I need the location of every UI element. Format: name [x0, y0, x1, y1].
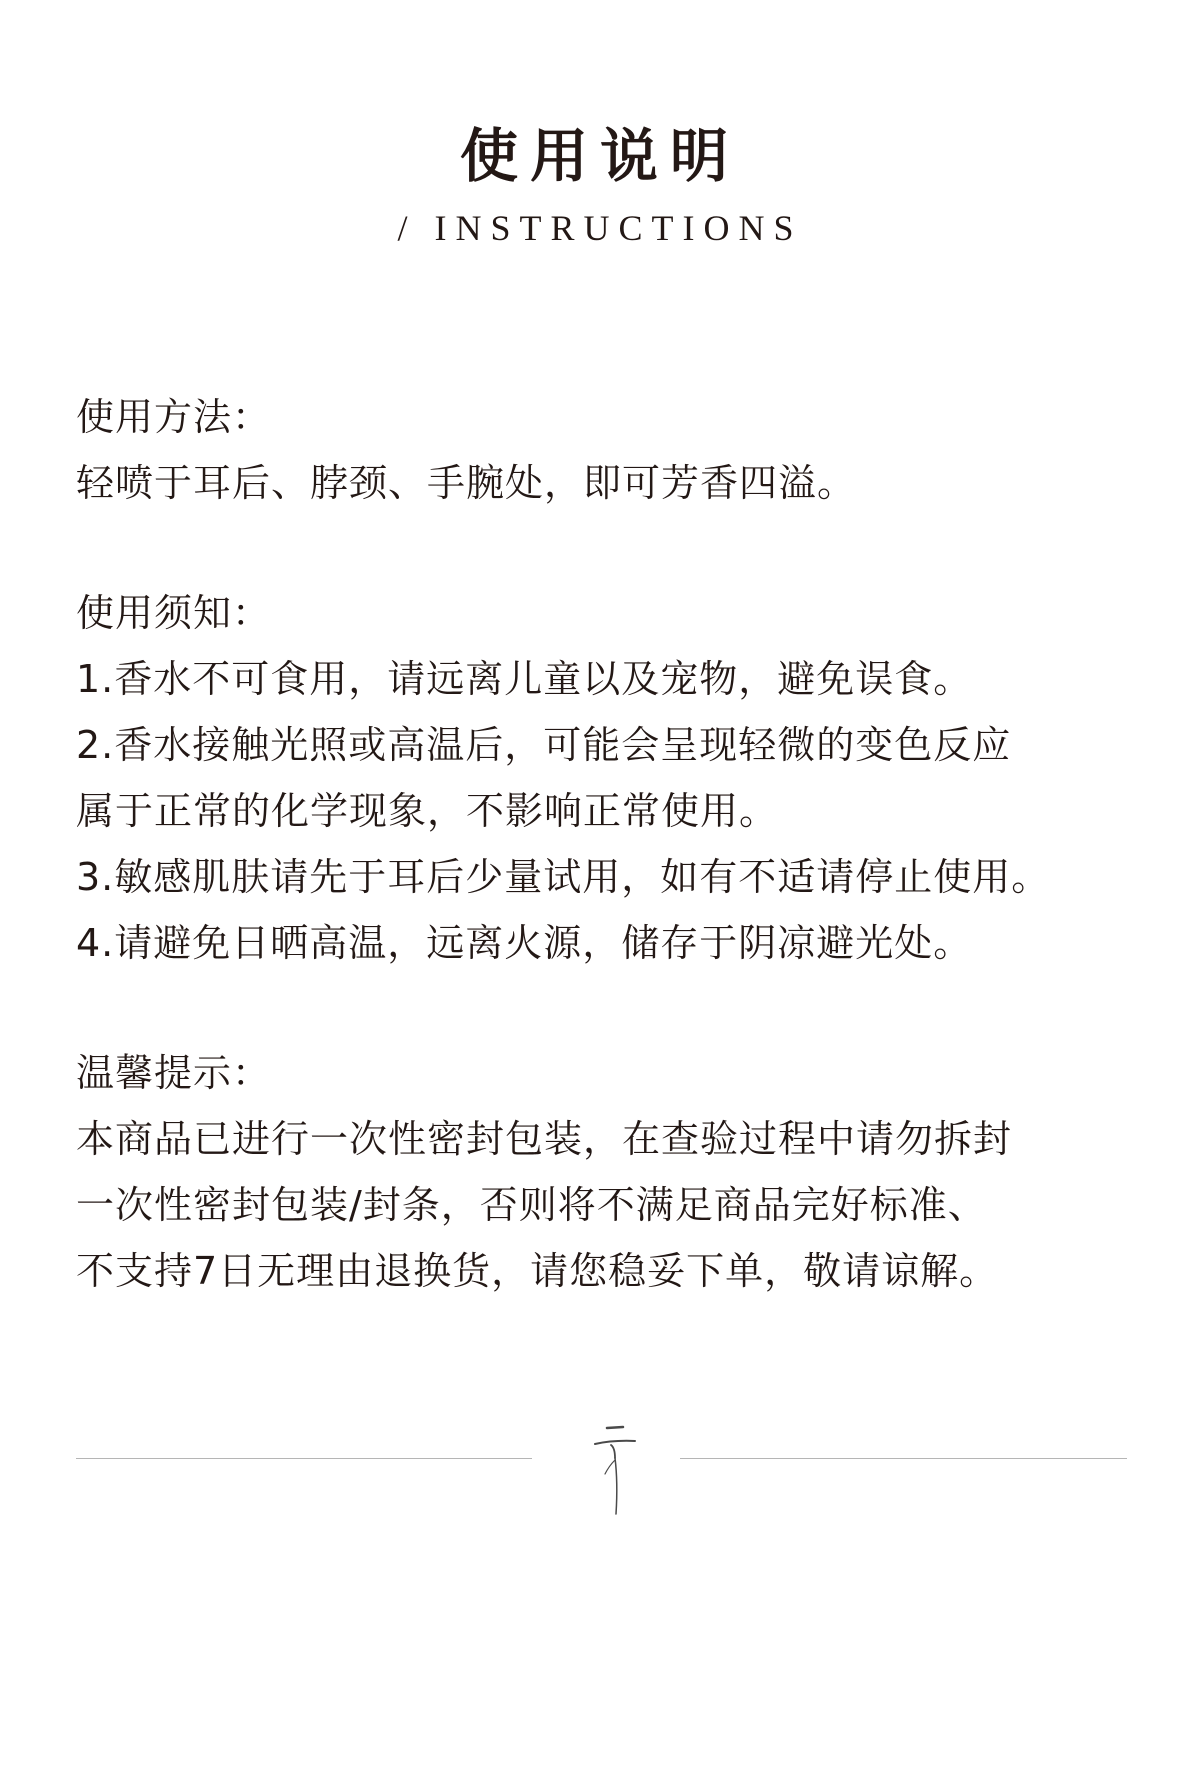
section-line: 4.请避免日晒高温，远离火源，储存于阴凉避光处。: [76, 921, 973, 965]
section-line: 不支持7日无理由退换货，请您稳妥下单，敬请谅解。: [76, 1249, 999, 1293]
section-heading: 使用须知：: [76, 591, 272, 635]
section-line: 一次性密封包装/封条，否则将不满足商品完好标准、: [76, 1183, 987, 1227]
section-line: 1.香水不可食用，请远离儿童以及宠物，避免误食。: [76, 657, 973, 701]
page-title: 使用说明: [459, 122, 740, 190]
section-line: 3.敏感肌肤请先于耳后少量试用，如有不适请停止使用。: [76, 855, 1051, 899]
divider-left: [76, 1458, 532, 1459]
section-line: 2.香水接触光照或高温后，可能会呈现轻微的变色反应: [76, 723, 1012, 767]
section-heading: 使用方法：: [76, 395, 272, 439]
flower-stem-icon: [585, 1420, 645, 1520]
instructions-content: [76, 384, 1136, 1368]
section-line: 轻喷于耳后、脖颈、手腕处，即可芳香四溢。: [76, 461, 857, 505]
page-subtitle: / INSTRUCTIONS: [397, 208, 803, 248]
section-heading: 温馨提示：: [76, 1051, 272, 1095]
divider-right: [680, 1458, 1127, 1459]
usage-method-section: [76, 384, 1136, 516]
warm-tips-section: [76, 1040, 1136, 1304]
section-line: 本商品已进行一次性密封包装，在查验过程中请勿拆封: [76, 1117, 1013, 1161]
section-line: 属于正常的化学现象，不影响正常使用。: [76, 789, 779, 833]
usage-notes-section: [76, 580, 1136, 976]
